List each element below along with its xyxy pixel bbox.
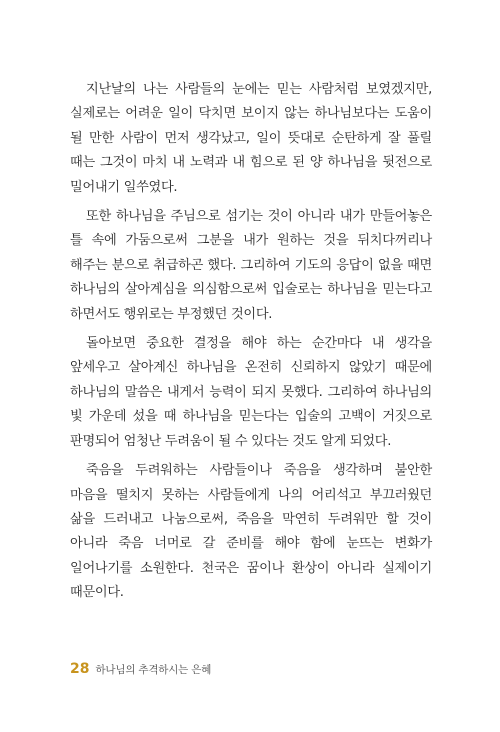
- paragraph-1: 지난날의 나는 사람들의 눈에는 믿는 사람처럼 보였겠지만, 실제로는 어려운 일이 닥치면 보이지 않는 하나님보다는 도움이 될 만한 사람이 먼저 생각났고, 일이 뜻대로 순탄하게 잘 풀릴 때는 그것이 마치 내 노력과 내 힘으로 된 양 하나님을 뒷전으로 밀어내기 일쑤였다.: [70, 82, 432, 195]
- page-footer: [70, 661, 211, 679]
- running-title: 하나님의 추격하시는 은혜: [95, 664, 212, 676]
- body-text: [70, 78, 432, 606]
- paragraph-4: 죽음을 두려워하는 사람들이나 죽음을 생각하며 불안한 마음을 떨치지 못하는 사람들에게 나의 어리석고 부끄러웠던 삶을 드러내고 나눔으로써, 죽음을 막연히 두려워만 할 것이 아니라 죽음 너머로 갈 준비를 해야 함에 눈뜨는 변화가 일어나기를 소원한다. 천국은 꿈이나 환상이 아니라 실제이기 때문이다.: [70, 463, 432, 601]
- paragraph-2: 또한 하나님을 주님으로 섬기는 것이 아니라 내가 만들어놓은 틀 속에 가둠으로써 그분을 내가 원하는 것을 뒤치다꺼리나 해주는 분으로 취급하곤 했다. 그리하여 기도의 응답이 없을 때면 하나님의 살아계심을 의심함으로써 입술로는 하나님을 믿는다고 하면서도 행위로는 부정했던 것이다.: [70, 209, 432, 322]
- page-number: 28: [70, 661, 90, 677]
- paragraph-3: 돌아보면 중요한 결정을 해야 하는 순간마다 내 생각을 앞세우고 살아계신 하나님을 온전히 신뢰하지 않았기 때문에 하나님의 말씀은 내게서 능력이 되지 못했다. 그리하여 하나님의 빛 가운데 섰을 때 하나님을 믿는다는 입술의 고백이 거짓으로 판명되어 엄청난 두려움이 될 수 있다는 것도 알게 되었다.: [70, 336, 432, 449]
